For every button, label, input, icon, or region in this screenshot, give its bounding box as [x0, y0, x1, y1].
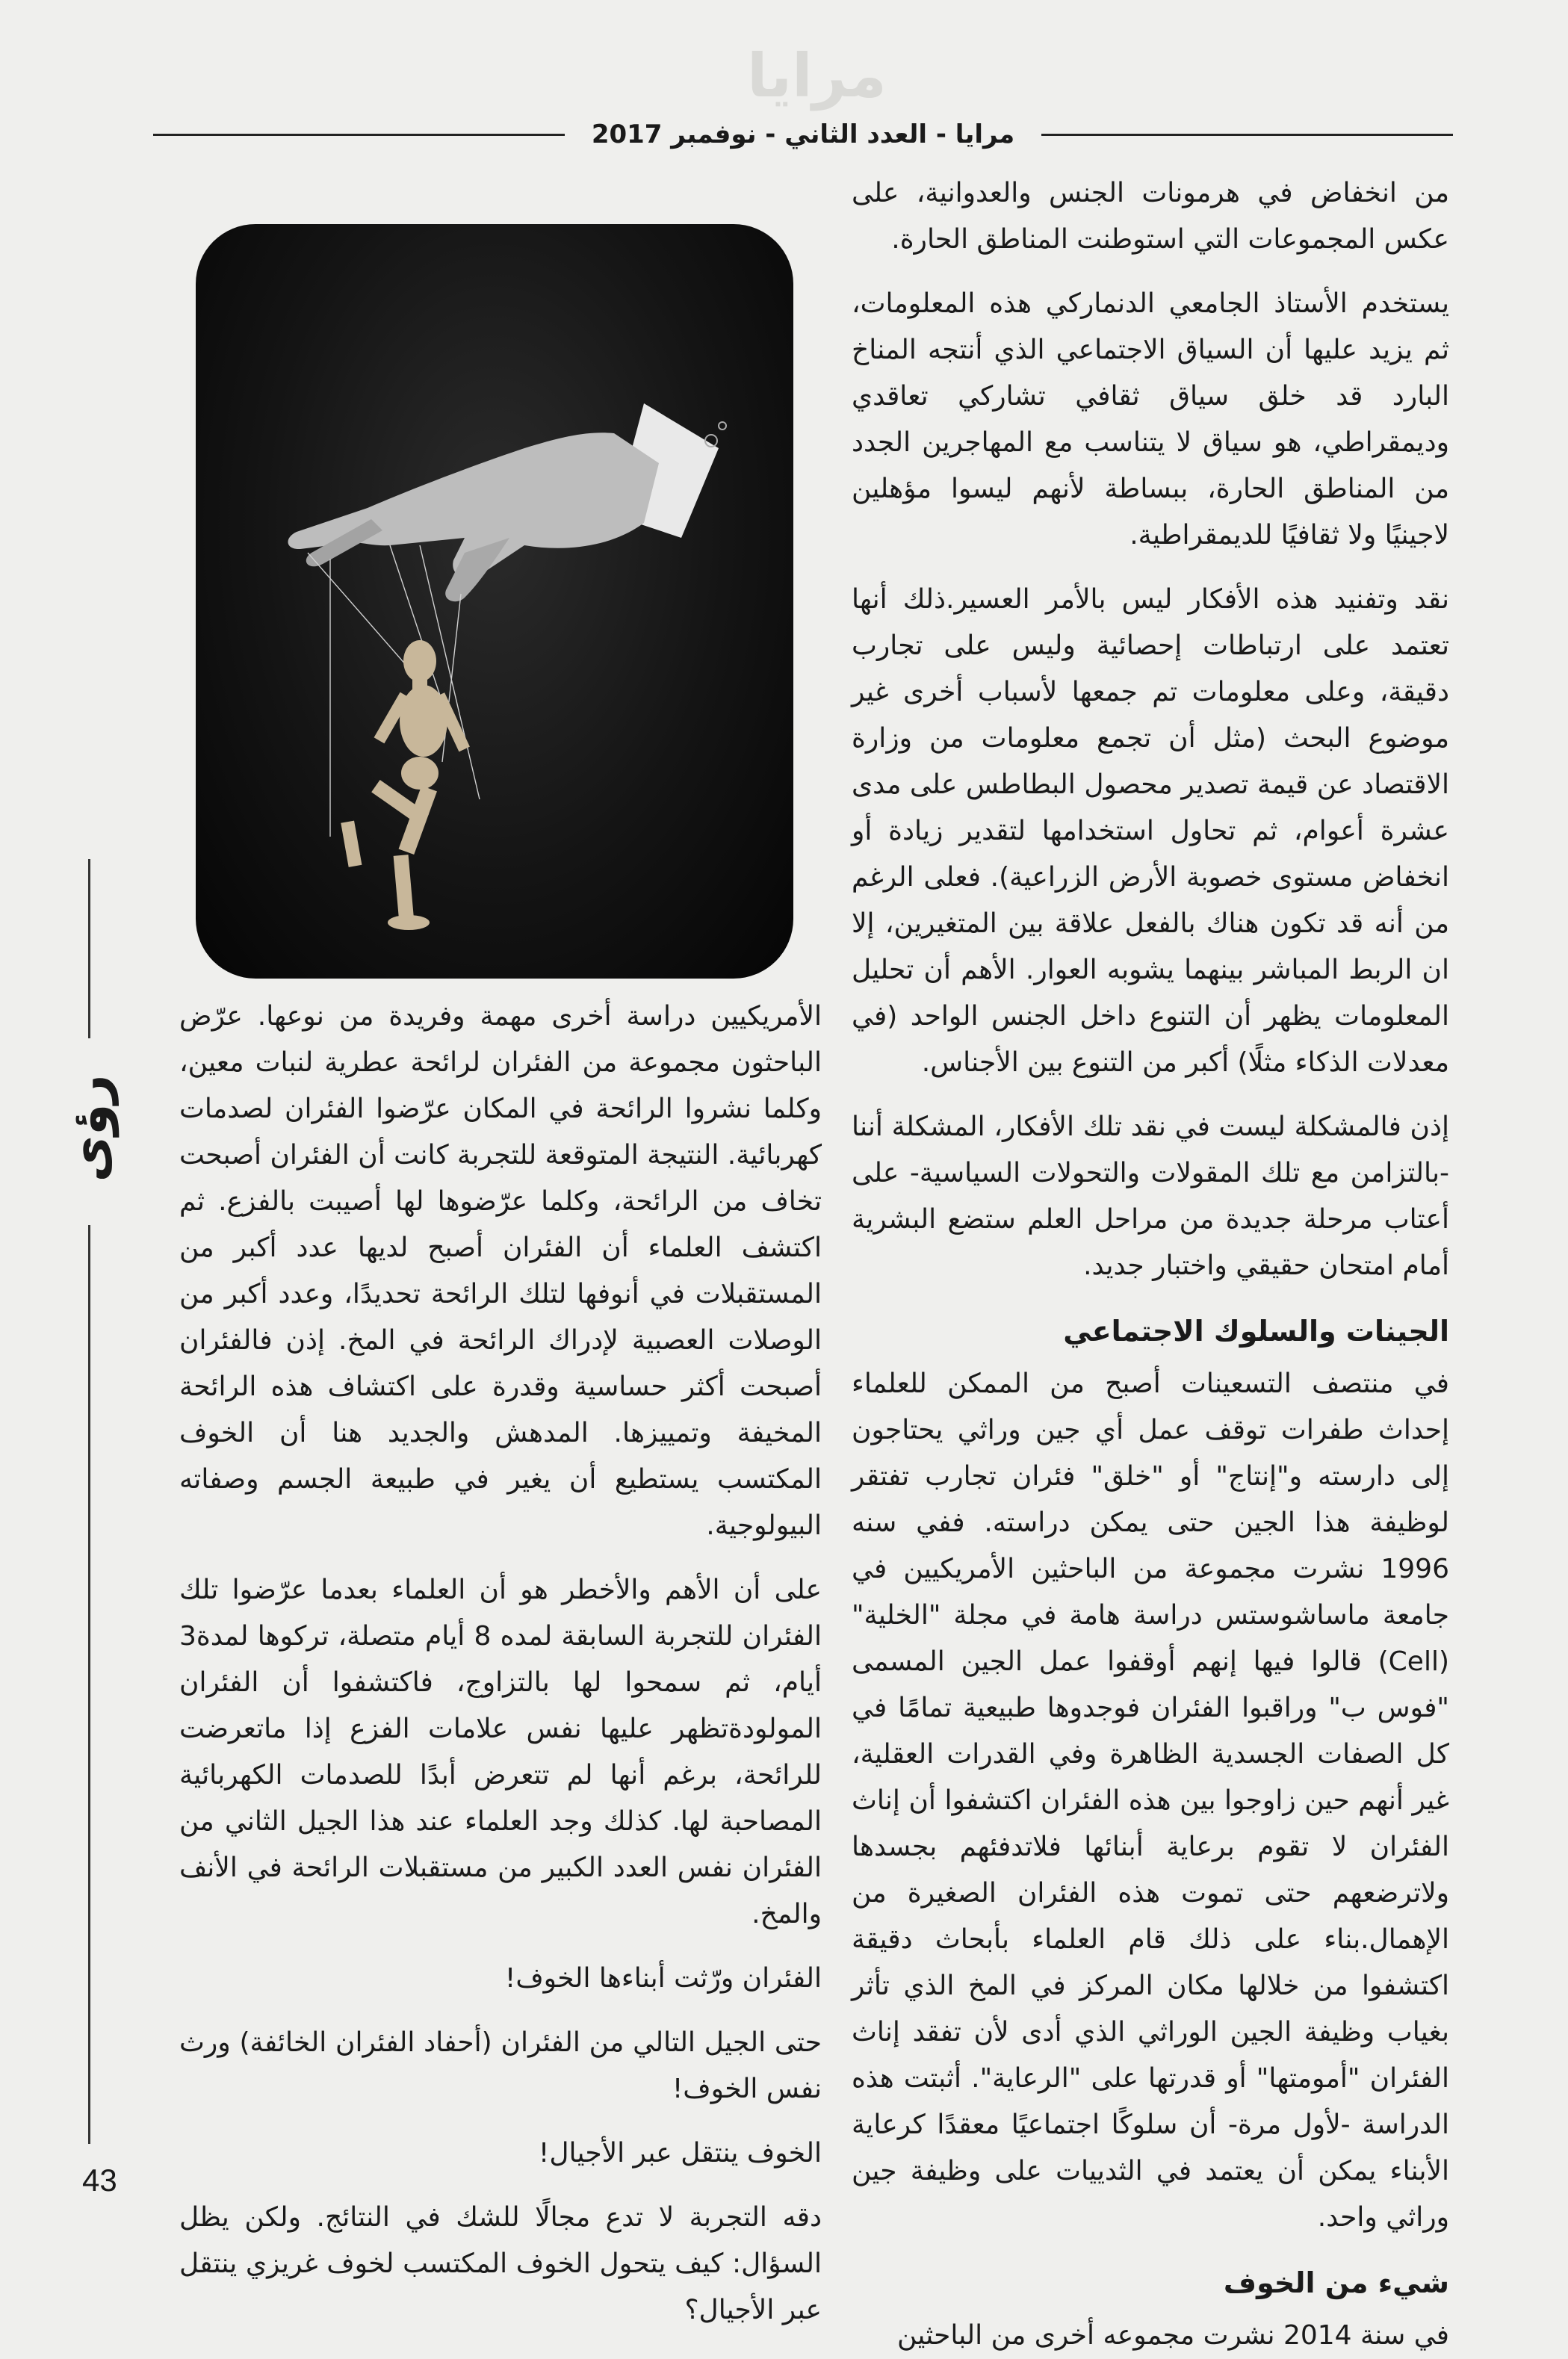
paragraph: الفئران ورّثت أبناءها الخوف! — [504, 1963, 822, 1994]
paragraph: من انخفاض في هرمونات الجنس والعدوانية، على عكس المجموعات التي استوطنت المناطق الحارة. — [852, 178, 1449, 255]
running-header — [153, 112, 1453, 157]
section-rule-bottom — [88, 1225, 90, 2144]
section-rule-top — [88, 859, 90, 1038]
paragraph: نقد وتفنيد هذه الأفكار ليس بالأمر العسير.ذلك أنها تعتمد على ارتباطات إحصائية وليس على تجارب دقيقة، وعلى معلومات تم جمعها لأسباب أخرى غير موضوع البحث (مثل أن تجمع معلومات من وزارة الاقتصاد عن قيمة تصدير محصول البطاطس على مدى عشرة أعوام، ثم تحاول استخدامها لتقدير زيادة أو انخفاض مستوى خصوبة الأرض الزراعية). فعلى الرغم من أنه قد تكون هناك بالفعل علاقة بين المتغيرين، إلا ان الربط المباشر بينهما يشوبه العوار. الأهم أن تحليل المعلومات يظهر أن التنوع داخل الجنس الواحد (في معدلات الذكاء مثلًا) أكبر من التنوع بين الأجناس. — [852, 584, 1449, 1078]
paragraph: دقه التجربة لا تدع مجالًا للشك في النتائج. ولكن يظل السؤال: كيف يتحول الخوف المكتسب لخوف غريزي ينتقل عبر الأجيال؟ — [179, 2202, 822, 2325]
bubble-shape — [719, 422, 726, 430]
paragraph: حتى الجيل التالي من الفئران (أحفاد الفئران الخائفة) ورث نفس الخوف! — [179, 2027, 822, 2104]
paragraph: في سنة 2014 نشرت مجموعه أخرى من الباحثين — [896, 2320, 1449, 2351]
puppet-hand-icon — [196, 224, 793, 979]
header-watermark: مرايا — [747, 41, 887, 111]
section-heading: الجينات والسلوك الاجتماعي — [1063, 1315, 1449, 1348]
puppet-hand-illustration — [196, 224, 793, 979]
paragraph: يستخدم الأستاذ الجامعي الدنماركي هذه المعلومات، ثم يزيد عليها أن السياق الاجتماعي الذي أنتجه المناخ البارد قد خلق سياق ثقافي تشاركي تعاقدي وديمقراطي، هو سياق لا يتناسب مع المهاجرين الجدد من المناطق الحارة، ببساطة لأنهم ليسوا مؤهلين لاجينيًا ولا ثقافيًا للديمقراطية. — [852, 288, 1449, 551]
header-rule-left — [153, 134, 565, 136]
page-number: 43 — [82, 2163, 117, 2198]
header-rule-right — [1041, 134, 1453, 136]
section-heading: شيء من الخوف — [1223, 2266, 1449, 2299]
header-title: مرايا - العدد الثاني - نوفمبر 2017 — [591, 120, 1015, 149]
article-column-right — [852, 170, 1449, 2351]
article-column-left — [179, 993, 822, 2325]
paragraph: الخوف ينتقل عبر الأجيال! — [538, 2138, 822, 2169]
section-label — [60, 1053, 120, 1203]
paragraph: إذن فالمشكلة ليست في نقد تلك الأفكار، المشكلة أننا -بالتزامن مع تلك المقولات والتحولات السياسية- على أعتاب مرحلة جديدة من مراحل العلم ستضع البشرية أمام امتحان حقيقي واختبار جديد. — [852, 1112, 1449, 1281]
paragraph: على أن الأهم والأخطر هو أن العلماء بعدما عرّضوا تلك الفئران للتجربة السابقة لمده 8 أيام متصلة، تركوها لمدة3 أيام، ثم سمحوا لها بالتزاوج، فاكتشفوا أن الفئران المولودةتظهر عليها نفس علامات الفزع إذا ماتعرضت للرائحة، برغم أنها لم تتعرض أبدًا للصدمات الكهربائية المصاحبة لها. كذلك وجد العلماء عند هذا الجيل الثاني من الفئران نفس العدد الكبير من مستقبلات الرائحة في الأنف والمخ. — [179, 1575, 822, 1929]
paragraph: في منتصف التسعينات أصبح من الممكن للعلماء إحداث طفرات توقف عمل أي جين وراثي يحتاجون إلى دارسته و"إنتاج" أو "خلق" فئران تجارب تفتقر لوظيفة هذا الجين حتى يمكن دراسته. ففي سنه 1996 نشرت مجموعة من الباحثين الأمريكيين في جامعة ماساشوستس دراسة هامة في مجلة "الخلية" (Cell) قالوا فيها إنهم أوقفوا عمل الجين المسمى "فوس ب" وراقبوا الفئران فوجدوها طبيعية تمامًا في كل الصفات الجسدية الظاهرة وفي القدرات العقلية، غير أنهم حين زاوجوا بين هذه الفئران اكتشفوا أن إناث الفئران لا تقوم برعاية أبنائها فلاتدفئهم بجسدها ولاترضعهم حتى تموت هذه الفئران الصغيرة من الإهمال.بناء على ذلك قام العلماء بأبحاث دقيقة اكتشفوا من خلالها مكان المركز في المخ الذي تأثر بغياب وظيفة الجين الوراثي الذي أدى لأن تفقد إناث الفئران "أمومتها" أو قدرتها على "الرعاية". أثبتت هذه الدراسة -لأول مرة- أن سلوكًا اجتماعيًا معقدًا كرعاية الأبناء يمكن أن يعتمد في الثدييات على وظيفة جين وراثي واحد. — [852, 1368, 1449, 2233]
paragraph: الأمريكيين دراسة أخرى مهمة وفريدة من نوعها. عرّض الباحثون مجموعة من الفئران لرائحة عطرية لنبات معين، وكلما نشروا الرائحة في المكان عرّضوا الفئران لصدمات كهربائية. النتيجة المتوقعة للتجربة كانت أن الفئران أصبحت تخاف من الرائحة، وكلما عرّضوها لها أصيبت بالفزع. ثم اكتشف العلماء أن الفئران أصبح لديها عدد أكبر من المستقبلات في أنوفها لتلك الرائحة تحديدًا، وعدد أكبر من الوصلات العصبية لإدراك الرائحة في المخ. إذن فالفئران أصبحت أكثر حساسية وقدرة على اكتشاف هذه الرائحة المخيفة وتمييزها. المدهش والجديد هنا أن الخوف المكتسب يستطيع أن يغير في طبيعة الجسم وصفاته البيولوجية. — [179, 1001, 822, 1541]
section-label-text: رؤى — [60, 1074, 120, 1182]
